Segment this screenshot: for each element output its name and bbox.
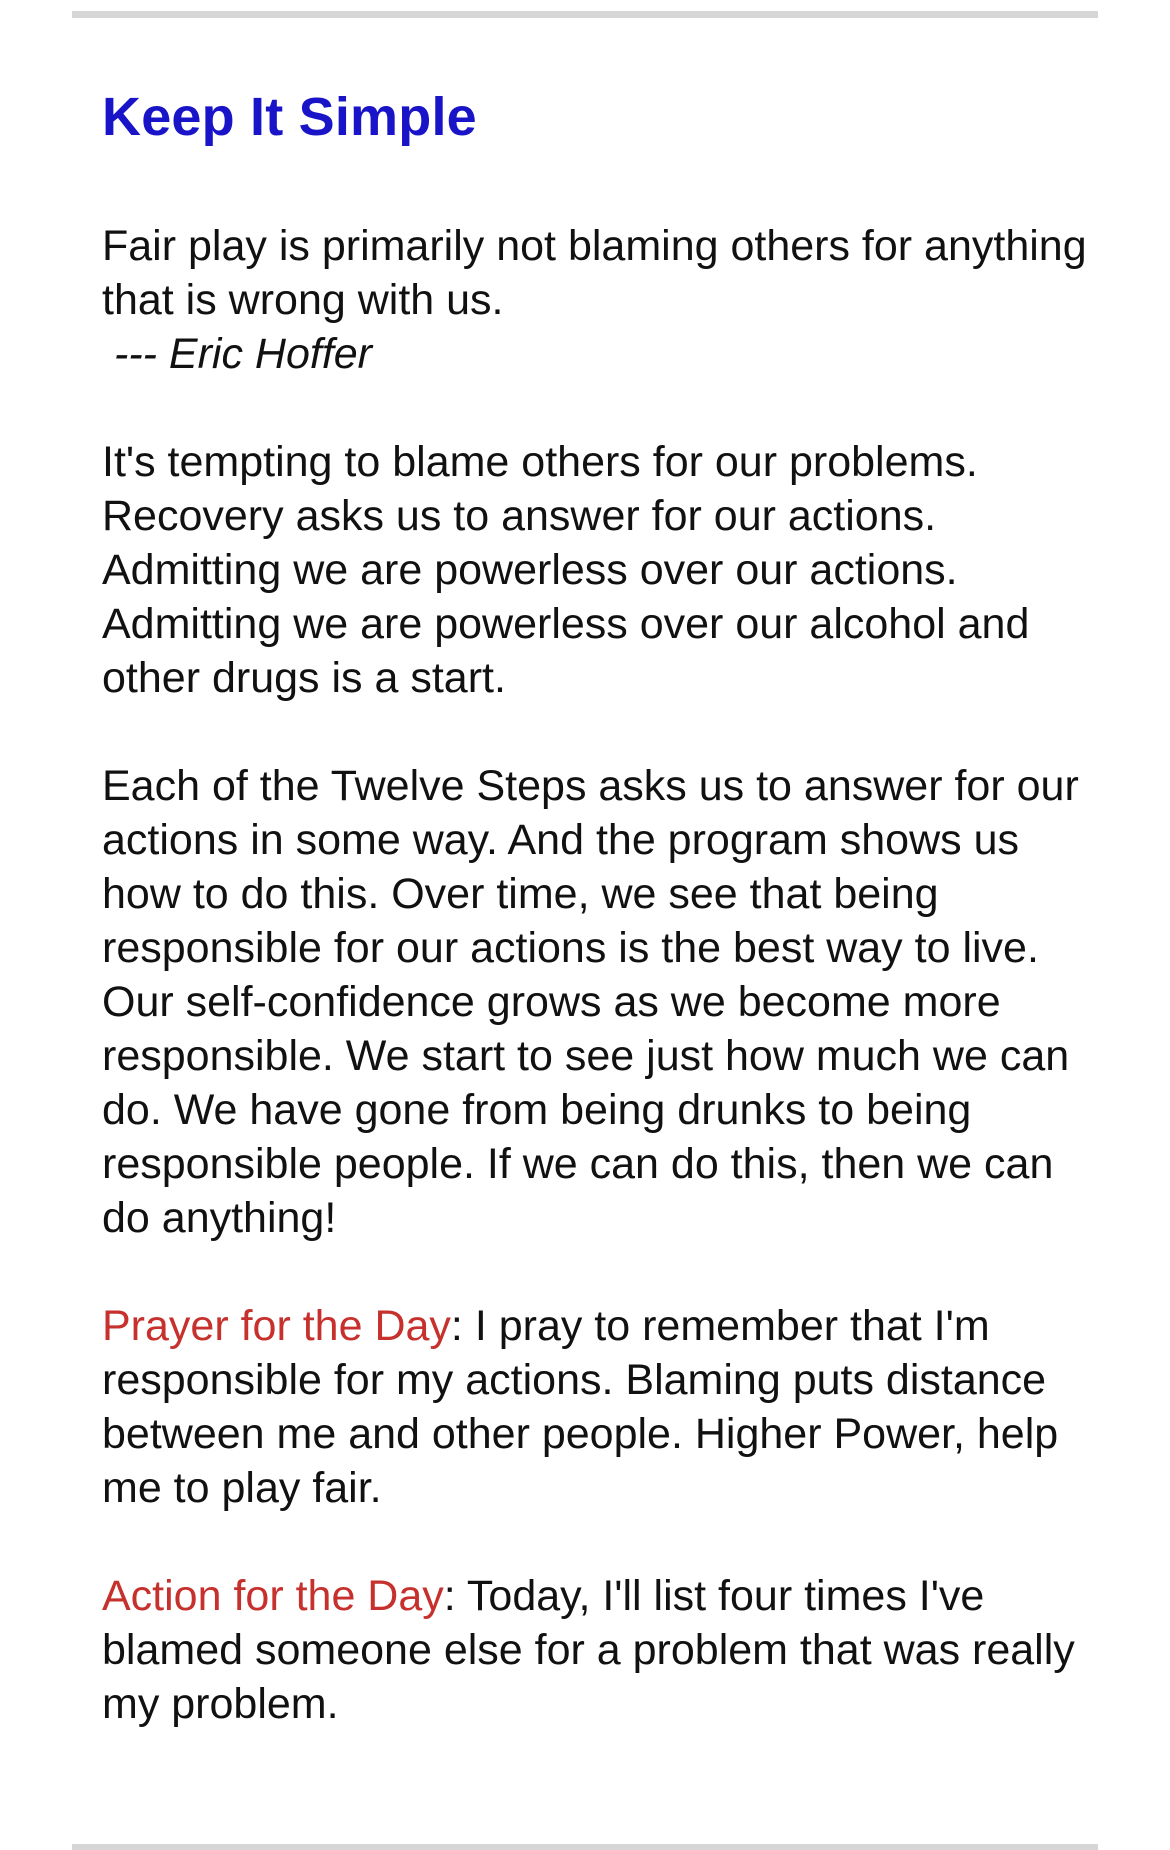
prayer-text: : I pray to remember that I'm responsible for my actions. Blaming puts distance between me and other people. Higher Power, help me to play fair.	[102, 1302, 1059, 1512]
quote-attribution: --- Eric Hoffer	[114, 330, 372, 378]
paragraph-2: Each of the Twelve Steps asks us to answer for our actions in some way. And the program shows us how to do this. Over time, we see that being responsible for our actions is the best way to live. Our self-confidence grows as we become more responsible. We start to see just how much we can do. We have gone from being drunks to being responsible people. If we can do this, then we can do anything!	[102, 762, 1079, 1242]
reading-content	[102, 80, 1092, 1731]
page-title: Keep It Simple	[102, 87, 477, 147]
bottom-divider	[72, 1844, 1098, 1850]
quote-text: Fair play is primarily not blaming others for anything that is wrong with us.	[102, 222, 1087, 324]
paragraph-1: It's tempting to blame others for our problems. Recovery asks us to answer for our actions. Admitting we are powerless over our actions. Admitting we are powerless over our alcohol and other drugs is a start.	[102, 438, 1030, 702]
action-text: : Today, I'll list four times I've blamed someone else for a problem that was really my problem.	[102, 1572, 1075, 1728]
action-for-the-day	[102, 1569, 1092, 1731]
top-divider	[72, 11, 1098, 18]
quote-block	[102, 219, 1092, 381]
action-label: Action for the Day	[102, 1572, 444, 1620]
prayer-for-the-day	[102, 1299, 1092, 1515]
prayer-label: Prayer for the Day	[102, 1302, 451, 1350]
